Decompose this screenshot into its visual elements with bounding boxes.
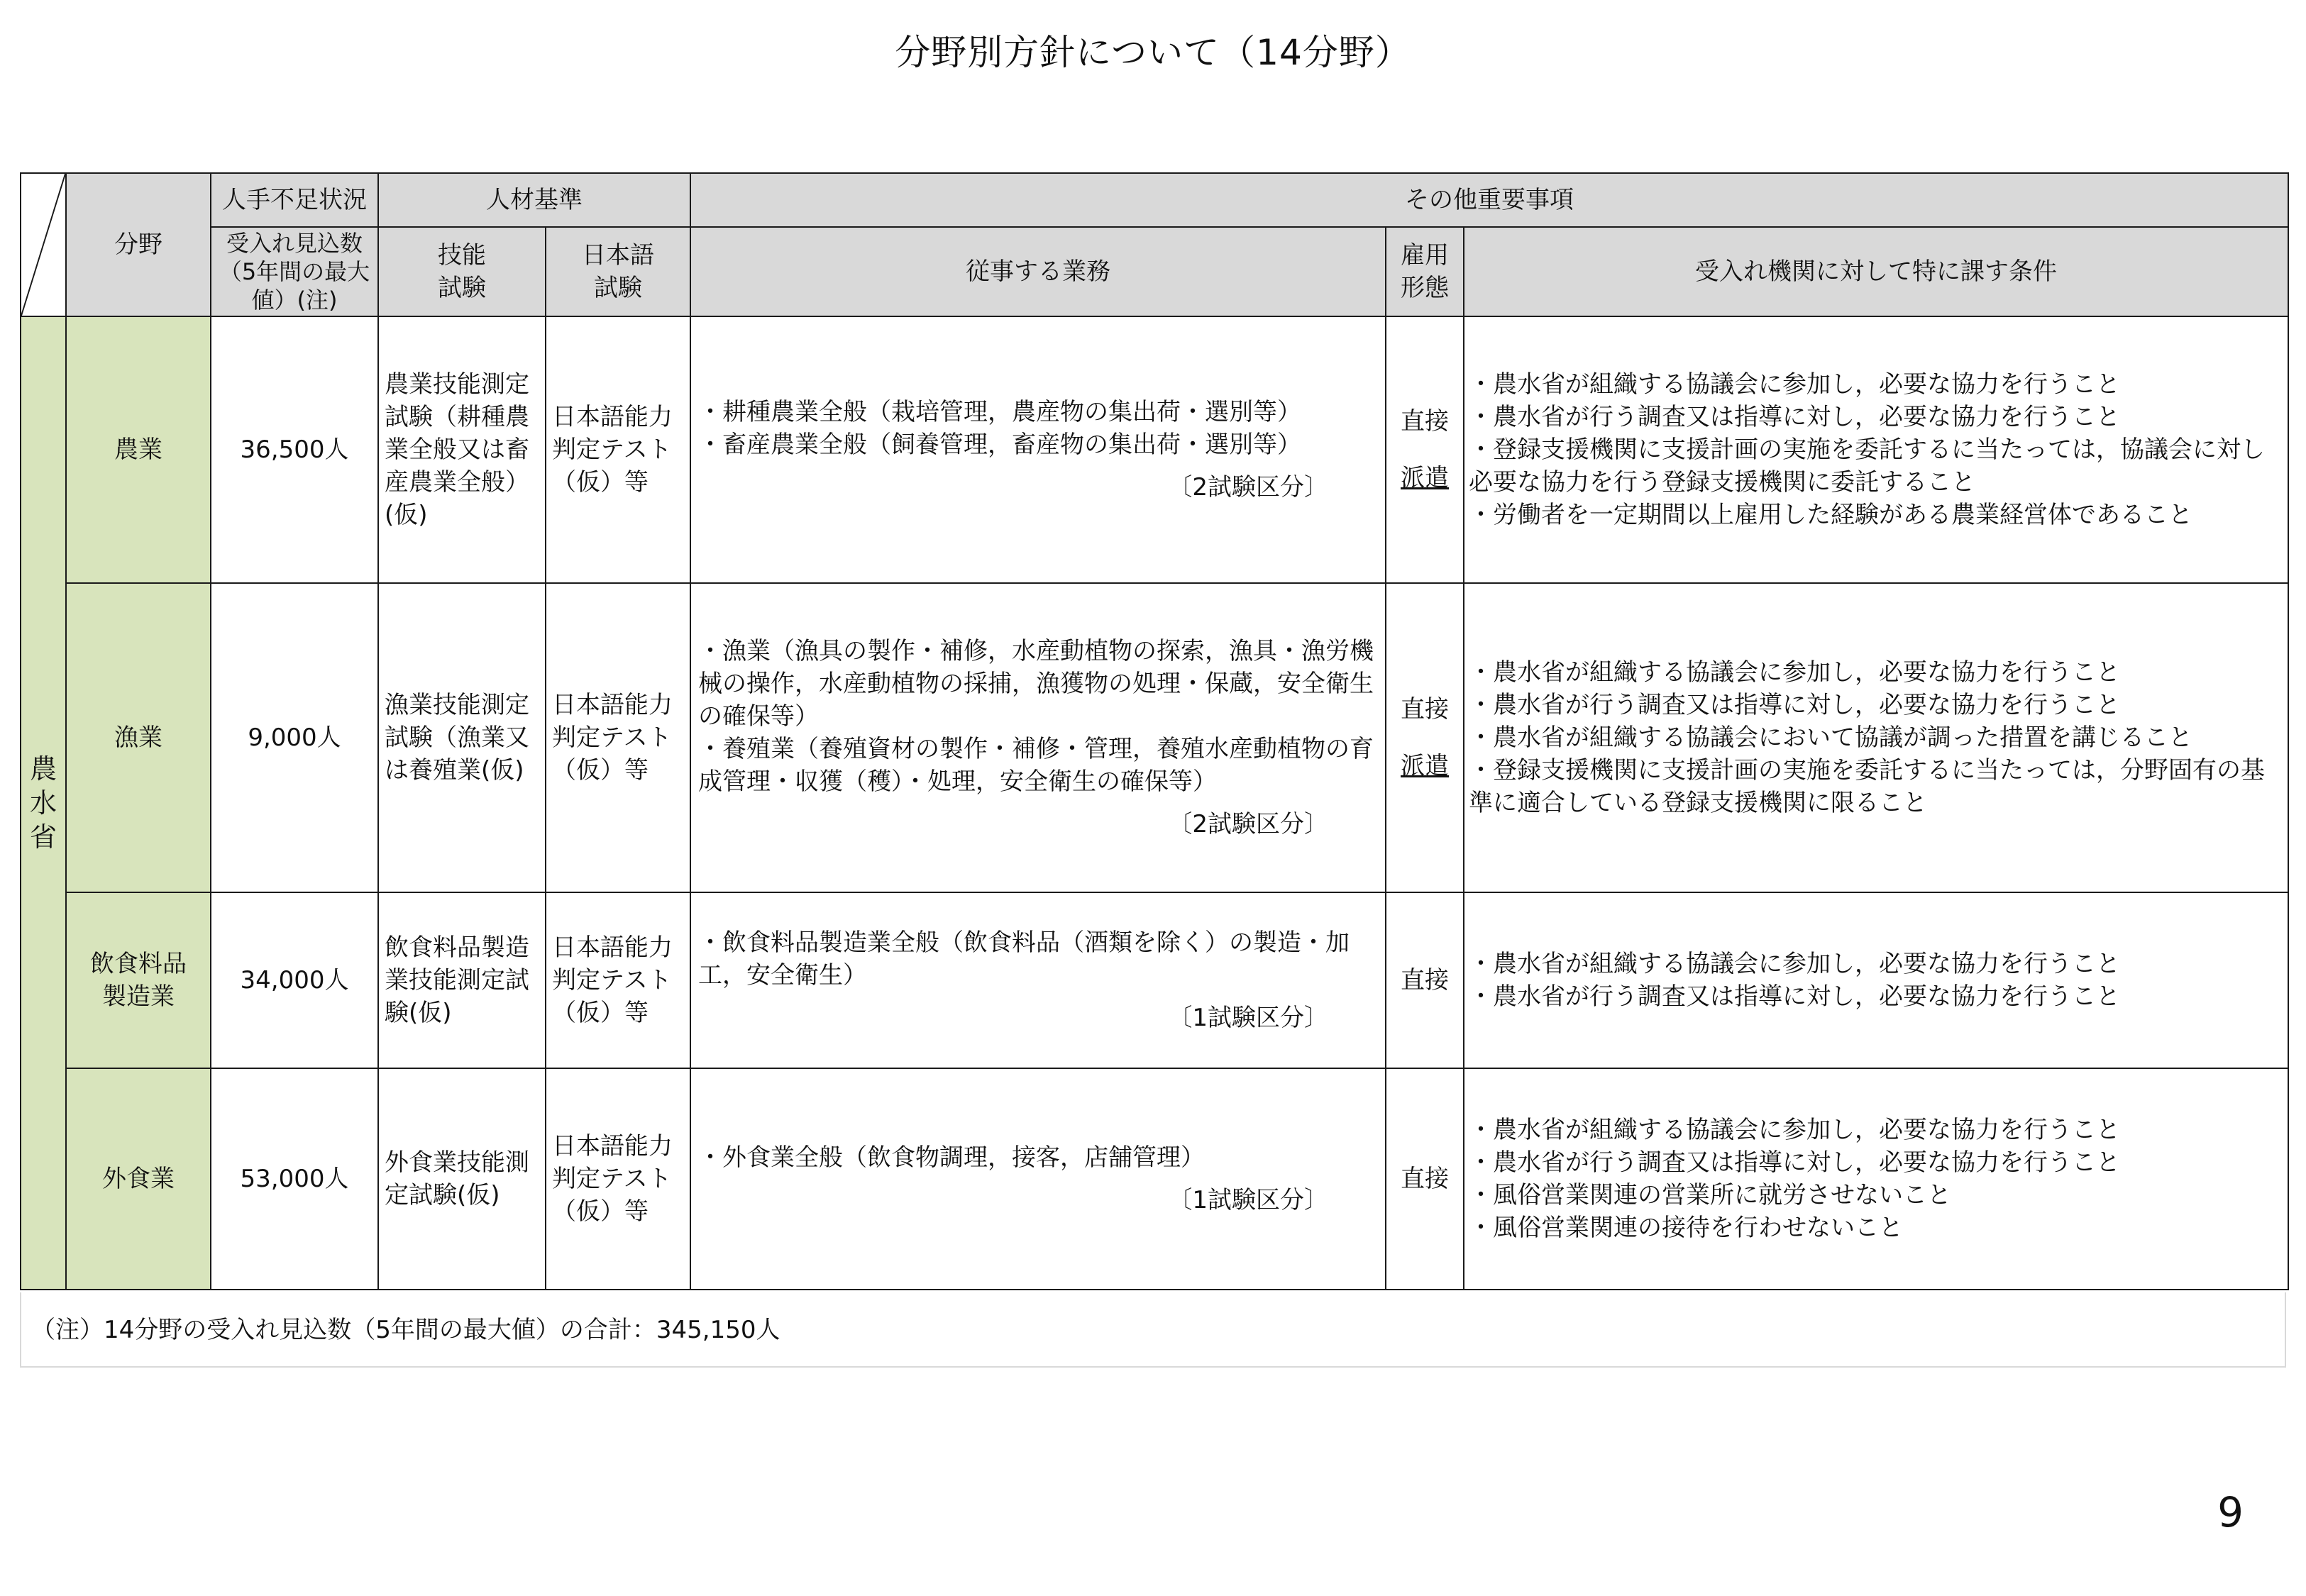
header-japanese-test-label: 日本語試験: [582, 241, 654, 302]
header-field: 分野: [66, 173, 211, 316]
duties-cell: [690, 316, 1386, 583]
duty-item: ・漁業（漁具の製作・補修，水産動植物の探索，漁具・漁労機械の操作，水産動植物の採捕，漁獲物の処理・保蔵，安全衛生の確保等）: [698, 637, 1374, 731]
header-row-1: [21, 173, 2288, 227]
field-name: 外食業: [66, 1068, 211, 1290]
header-japanese-test: [546, 227, 690, 316]
employment-dispatch: 派遣: [1401, 752, 1449, 780]
header-other-important: その他重要事項: [690, 173, 2288, 227]
conditions-cell: [1464, 1068, 2288, 1290]
header-acceptance-estimate: 受入れ見込数（5年間の最大値）(注): [211, 227, 378, 316]
header-employment-type: [1386, 227, 1464, 316]
skill-test: 漁業技能測定試験（漁業又は養殖業(仮): [378, 583, 546, 892]
ministry-cell: [21, 316, 66, 1290]
condition-item: ・風俗営業関連の接待を行わせないこと: [1469, 1214, 1903, 1242]
condition-item: ・登録支援機関に支援計画の実施を委託するに当たっては，分野固有の基準に適合している登録支援機関に限ること: [1469, 756, 2265, 817]
acceptance-estimate: 36,500人: [211, 316, 378, 583]
japanese-test: 日本語能力判定テスト（仮）等: [546, 892, 690, 1068]
header-conditions: 受入れ機関に対して特に課す条件: [1464, 227, 2288, 316]
condition-item: ・農水省が組織する協議会に参加し，必要な協力を行うこと: [1469, 1116, 2120, 1144]
condition-item: ・登録支援機関に支援計画の実施を委託するに当たっては，協議会に対し必要な協力を行う登録支援機関に委託すること: [1469, 436, 2265, 497]
duties-cell: [690, 583, 1386, 892]
test-class: 〔1試験区分〕: [1168, 1004, 1328, 1032]
header-skill-test-label: 技能試験: [438, 241, 486, 302]
duty-item: ・耕種農業全般（栽培管理，農産物の集出荷・選別等）: [698, 398, 1301, 426]
header-employment-type-label: 雇用形態: [1401, 241, 1449, 302]
employment-direct: 直接: [1401, 695, 1449, 724]
test-class: 〔2試験区分〕: [1168, 473, 1328, 501]
page-number: 9: [2217, 1488, 2244, 1536]
employment-direct: 直接: [1401, 966, 1449, 994]
employment-type: [1386, 1068, 1464, 1290]
header-corner-cell: [21, 173, 66, 316]
field-name: [66, 892, 211, 1068]
sector-policy-table: [20, 172, 2289, 1290]
field-name: 漁業: [66, 583, 211, 892]
condition-item: ・農水省が行う調査又は指導に対し，必要な協力を行うこと: [1469, 1148, 2120, 1177]
conditions-cell: [1464, 583, 2288, 892]
page-title: 分野別方針について（14分野）: [895, 32, 1411, 73]
duty-item: ・養殖業（養殖資材の製作・補修・管理，養殖水産動植物の育成管理・収獲（穫）・処理，安全衛生の確保等）: [698, 735, 1374, 796]
employment-direct: 直接: [1401, 407, 1449, 436]
duty-item: ・外食業全般（飲食物調理，接客，店舗管理）: [698, 1143, 1205, 1172]
table-row: [21, 892, 2288, 1068]
japanese-test: 日本語能力判定テスト（仮）等: [546, 1068, 690, 1290]
conditions-cell: [1464, 316, 2288, 583]
header-skill-test: [378, 227, 546, 316]
employment-type: [1386, 583, 1464, 892]
employment-direct: 直接: [1401, 1165, 1449, 1193]
ministry-label: 農水省: [29, 753, 57, 853]
condition-item: ・農水省が行う調査又は指導に対し，必要な協力を行うこと: [1469, 982, 2120, 1011]
japanese-test: 日本語能力判定テスト（仮）等: [546, 583, 690, 892]
duty-item: ・畜産農業全般（飼養管理，畜産物の集出荷・選別等）: [698, 431, 1301, 459]
japanese-test: 日本語能力判定テスト（仮）等: [546, 316, 690, 583]
duties-cell: [690, 892, 1386, 1068]
duties-cell: [690, 1068, 1386, 1290]
condition-item: ・農水省が組織する協議会に参加し，必要な協力を行うこと: [1469, 658, 2120, 687]
condition-item: ・風俗営業関連の営業所に就労させないこと: [1469, 1181, 1951, 1209]
skill-test: 農業技能測定試験（耕種農業全般又は畜産農業全般）(仮): [378, 316, 546, 583]
table-row: [21, 1068, 2288, 1290]
field-name-label: 飲食料品製造業: [90, 950, 187, 1011]
header-duties: 従事する業務: [690, 227, 1386, 316]
condition-item: ・農水省が行う調査又は指導に対し，必要な協力を行うこと: [1469, 403, 2120, 431]
acceptance-estimate: 53,000人: [211, 1068, 378, 1290]
conditions-cell: [1464, 892, 2288, 1068]
condition-item: ・農水省が組織する協議会において協議が調った措置を講じること: [1469, 724, 2192, 752]
condition-item: ・農水省が行う調査又は指導に対し，必要な協力を行うこと: [1469, 691, 2120, 719]
header-row-2: [21, 227, 2288, 316]
field-name: 農業: [66, 316, 211, 583]
employment-dispatch: 派遣: [1401, 464, 1449, 492]
duty-item: ・飲食料品製造業全般（飲食料品（酒類を除く）の製造・加工，安全衛生）: [698, 929, 1350, 990]
skill-test: 飲食料品製造業技能測定試験(仮): [378, 892, 546, 1068]
table-row: [21, 583, 2288, 892]
test-class: 〔1試験区分〕: [1168, 1186, 1328, 1214]
employment-type: [1386, 892, 1464, 1068]
condition-item: ・労働者を一定期間以上雇用した経験がある農業経営体であること: [1469, 501, 2192, 529]
footnote: （注）14分野の受入れ見込数（5年間の最大値）の合計：345,150人: [20, 1292, 2286, 1368]
header-shortage-status: 人手不足状況: [211, 173, 378, 227]
condition-item: ・農水省が組織する協議会に参加し，必要な協力を行うこと: [1469, 370, 2120, 399]
table-row: [21, 316, 2288, 583]
header-talent-criteria: 人材基準: [378, 173, 690, 227]
diagonal-line: [21, 174, 65, 316]
test-class: 〔2試験区分〕: [1168, 810, 1328, 838]
employment-type: [1386, 316, 1464, 583]
acceptance-estimate: 34,000人: [211, 892, 378, 1068]
condition-item: ・農水省が組織する協議会に参加し，必要な協力を行うこと: [1469, 950, 2120, 978]
skill-test: 外食業技能測定試験(仮): [378, 1068, 546, 1290]
acceptance-estimate: 9,000人: [211, 583, 378, 892]
